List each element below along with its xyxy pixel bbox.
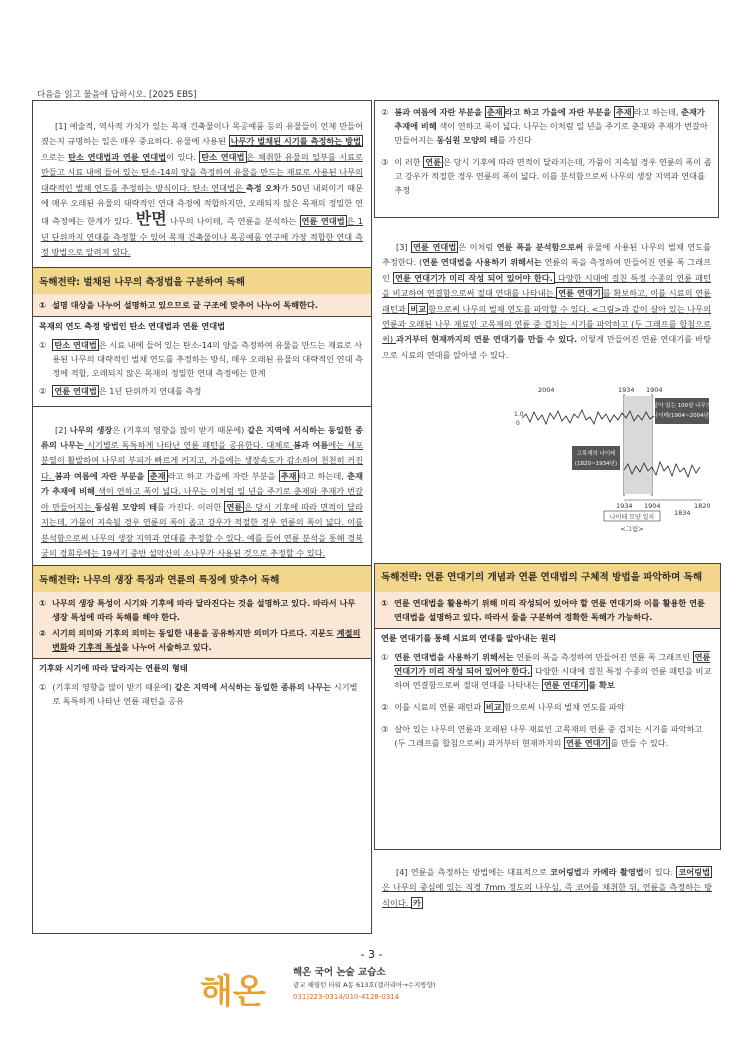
footer-info: 해온 국어 논술 교습소 광교 해링턴 타워 A동 613호(갤러리아→수지방향) 031)223-0314/010-4128-0314 — [293, 967, 436, 1001]
note-title: 목재의 연도 측정 방법인 탄소 연대법과 연륜 연대법 — [33, 316, 371, 336]
paragraph-2: [2] 나무의 생장은 (기후의 영향을 많이 받기 때문에) 같은 지역에 서식하는 동일한 종류의 나무는 시기별로 독특하게 나타난 연륜 패턴을 공유한다. 대체로 봄과 여름에는 세포 분열이 활발하여 나무의 부피가 빠르게 커지고, 가을에는 생장속도가 감소하여 천천히 커진다. 봄과 여름에 자란 부분을 춘재 라고 하고 가을에 자란 부분을 추재 라고 하는데, 춘재가 추재에 비해 색이 연하고 폭이 넓다. 나무는 이처럼 일 년을 주기로 춘재와 추재가 번갈아 만들어지는 동심원 모양의 테를 가진다. 이러한 연륜 은 당시 기후에 따라 면적이 달라지는데, 가뭄이 지속될 경우 연륜의 폭이 좁고 강우가 적절한 경우 연륜의 폭이 넓다. 이를 분석함으로써 나무의 생장 지역과 연대를 추정할 수 있다. 예를 들어 연륜 분석을 통해 경복궁의 경회루에는 19세기 중반 설악산의 소나무가 사용된 것으로 추정할 수 있다. — [41, 424, 364, 558]
paragraph-3: [3] 연륜 연대법 은 이처럼 연륜 폭을 분석함으로써 유물에 사용된 나무의 벌채 연도를 추정한다. (연륜 연대법을 사용하기 위해서는 연륜의 폭을 측정하여 만들어진 연륜 폭 그래프인 연륜 연대기가 미리 작성 되어 있어야 한다. 다양한 시대에 걸친 특정 수종의 연륜 패턴을 비교하여 연결함으로써 절대 연대를 나타내는 연륜 연대기 를 확보하고, 이를 시료의 연륜 패턴과 비교 함으로써 나무의 벌채 연도를 파악할 수 있다. <그림>과 같이 살아 있는 나무의 연륜과 오래된 나무 재료인 고목재의 연륜 중 겹치는 시기를 파악하고 (두 그래프를 합침으로써) 과거부터 현재까지의 연륜 연대기를 만들 수 있다. 이렇게 만들어진 연륜 연대기를 바탕으로 시료의 연대를 알아낼 수 있다. — [382, 242, 712, 360]
svg-text:1834: 1834 — [674, 509, 691, 517]
svg-text:나이테(1904~2004년): 나이테(1904~2004년) — [652, 413, 712, 419]
note-item: ② 연륜 연대법 은 1년 단위까지 연대를 측정 — [39, 385, 202, 396]
paragraph-4-wrap — [382, 865, 712, 911]
right-column — [374, 100, 719, 363]
svg-text:해온: 해온 — [200, 972, 266, 1012]
svg-text:1934: 1934 — [618, 386, 635, 394]
strategy-box-2 — [33, 565, 371, 710]
strategy-heading: 독해전략: 연륜 연대기의 개념과 연륜 연대법의 구체적 방법을 파악하며 독해 — [375, 564, 720, 592]
tree-ring-graph — [512, 384, 712, 534]
svg-text:1.0: 1.0 — [514, 411, 524, 418]
svg-text:0: 0 — [516, 420, 520, 427]
strategy-tip: ① 설명 대상을 나누어 설명하고 있으므로 글 구조에 맞추어 나누어 독해한다. — [33, 294, 371, 316]
svg-text:나이테 모양 일치: 나이테 모양 일치 — [609, 514, 655, 521]
tree-ring-figure — [512, 384, 712, 534]
note-item: ② 봄과 여름에 자란 부분을 춘재 라고 하고 가을에 자란 부분을 추재 라고 하는데, 춘재가 추재에 비해 색이 연하고 폭이 넓다. 나무는 이처럼 일 년을 주기로 춘재와 추재가 번갈아 만들어지는 동심원 모양의 테를 가진다 — [381, 107, 708, 145]
note-title: 기후와 시기에 따라 달라지는 연륜의 형태 — [33, 658, 371, 678]
note-item: ② 이를 시료의 연륜 패턴과 비교 함으로써 나무의 벌채 연도를 파악 — [381, 702, 625, 712]
svg-text:1904: 1904 — [644, 502, 661, 510]
note-item: ① (기후의 영향을 많이 받기 때문에) 같은 지역에 서식하는 동일한 종류의 나무는 시기별로 독특하게 나타난 연륜 패턴을 공유 — [39, 682, 358, 707]
paragraph-1: [1] 예술적, 역사적 가치가 있는 목재 건축물이나 목공예품 등의 유물들이 언제 만들어졌는지 규명하는 일은 매우 중요하다. 유물에 사용된 나무가 벌채된 시기를 측정하는 방법으로는 탄소 연대법과 연륜 연대법이 있다. 탄소 연대법 은 채취한 유물의 일부를 시료로 만들고 시료 내에 들어 있는 탄소-14의 양을 측정하여 유물을 만드는 재료로 사용된 나무의 대략적인 벌채 연도를 추정하는 방식이다. 탄소 연대법은 측정 오차가 50년 내외이기 때문에 매우 오래된 유물의 대략적인 연대 측정에 적합하지만, 오래되지 않은 목재의 정밀한 연대 측정에는 한계가 있다. 반면 나무의 나이테, 즉 연륜을 분석하는 연륜 연대법 은 1년 단위까지 연대를 측정할 수 있어 목재 건축물이나 목공예품 연구에 가장 적합한 연대 측정 방법으로 알려져 있다. — [41, 121, 363, 258]
note-continuation-box — [374, 100, 719, 218]
left-column — [32, 100, 372, 934]
paragraph-4: [4] 연륜을 측정하는 방법에는 대표적으로 코어링법과 카메라 촬영법이 있다. 코어링법은 나무의 중심에 있는 직경 7mm 정도의 나무심, 즉 코어를 채취한 뒤, 연륜을 측정하는 방식이다. 카 — [382, 867, 712, 908]
svg-text:<그림>: <그림> — [620, 525, 644, 533]
note-item: ③ 살아 있는 나무의 연륜과 오래된 나무 재료인 고목재의 연륜 중 겹치는 시기를 파악하고 (두 그래프를 합침으로써) 과거부터 현재까지의 연륜 연대기 를 만들 수 있다. — [381, 724, 703, 748]
page-header: 다음을 읽고 물음에 답하시오. [2025 EBS] — [37, 90, 197, 100]
strategy-box-1 — [33, 267, 371, 407]
note-item: ③ 이 러한 연륜 은 당시 기후에 따라 면적이 달라지는데, 가뭄이 지속될 경우 연륜의 폭이 좁고 강우가 적절한 경우 연륜의 폭이 넓다. 이를 분석함으로써 나무의 생장 지역과 연대를 추정 — [381, 157, 712, 195]
logo — [198, 963, 286, 1017]
strategy-tip: ① 연륜 연대법을 활용하기 위해 미리 작성되어 있어야 할 연륜 연대기와 이를 활용한 연륜 연대법을 설명하고 있다. 따라서 둘을 구분하여 정확한 독해가 가능하다. — [375, 592, 720, 628]
svg-text:(1820~1934년): (1820~1934년) — [574, 461, 618, 467]
note-title: 연륜 연대기를 통해 시료의 연대를 알아내는 원리 — [375, 628, 720, 648]
page-number: - 3 - — [360, 948, 383, 961]
svg-text:고목재의 나이테: 고목재의 나이테 — [576, 451, 616, 457]
svg-text:1904: 1904 — [646, 386, 663, 394]
strategy-heading: 독해전략: 나무의 생장 특징과 연륜의 특징에 맞추어 독해 — [33, 566, 371, 592]
strategy-tip: ① 나무의 생장 특성이 시기와 기후에 따라 달라진다는 것을 설명하고 있다. 따라서 나무 생장 특성에 따라 독해를 해야 한다. ② 시기의 의미와 기후의 의미는 동일한 내용을 공유하지만 의미가 다르다. 지문도 계절의 변화와 기후적 특성을 나누어 서술하고 있다. — [33, 592, 371, 658]
note-item: ① 연륜 연대법을 사용하기 위해서는 연륜의 폭을 측정하여 만들어진 연륜 폭 그래프인 연륜 연대기가 미리 작성 되어 있어야 한다. 다양한 시대에 걸친 특정 수종의 연륜 패턴을 비교하여 연결함으로써 절대 연대를 나타내는 연륜 연대기 를 확보 — [381, 652, 712, 690]
strategy-box-3 — [374, 563, 721, 850]
svg-text:2004: 2004 — [538, 386, 555, 394]
strategy-heading: 독해전략: 벌채된 나무의 측정법을 구분하여 독해 — [33, 268, 371, 294]
svg-text:1934: 1934 — [616, 502, 633, 510]
svg-text:살아 있는 100살 나무의: 살아 있는 100살 나무의 — [652, 403, 712, 409]
svg-text:1820: 1820 — [694, 502, 711, 510]
note-item: ① 탄소 연대법 은 시료 내에 들어 있는 탄소-14의 양을 측정하여 유물을 만드는 재료로 사용된 나무의 대략적인 벌채 연도를 추정하는 방식, 매우 오래된 유물의 대략적인 연대 측정에 적합, 오래되지 않은 목재의 정밀한 연대 측정에는 한계 — [39, 339, 363, 378]
